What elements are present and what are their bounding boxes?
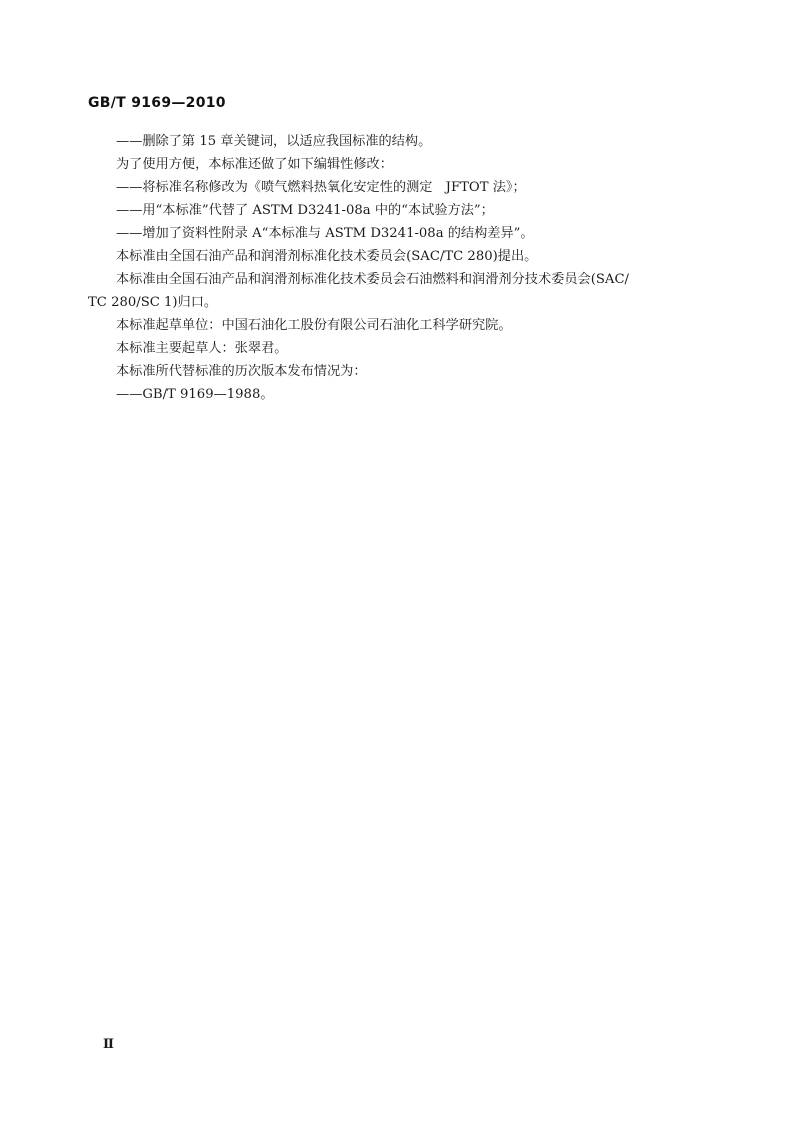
paragraph-line: ——GB/T 9169—1988。 (116, 387, 274, 402)
paragraph-line: ——用“本标准”代替了 ASTM D3241-08a 中的“本试验方法”； (116, 203, 494, 218)
paragraph-line: 为了使用方便，本标准还做了如下编辑性修改： (116, 157, 393, 172)
paragraph-line: 本标准起草单位：中国石油化工股份有限公司石油化工科学研究院。 (116, 318, 512, 333)
paragraph-line: 本标准由全国石油产品和润滑剂标准化技术委员会石油燃料和润滑剂分技术委员会(SAC/ (116, 272, 629, 287)
paragraph-line: ——增加了资料性附录 A“本标准与 ASTM D3241-08a 的结构差异”。 (116, 226, 534, 241)
paragraph-line: ——删除了第 15 章关键词，以适应我国标准的结构。 (116, 134, 432, 149)
paragraph-line: 本标准所代替标准的历次版本发布情况为： (116, 364, 367, 379)
paragraph-line: 本标准由全国石油产品和润滑剂标准化技术委员会(SAC/TC 280)提出。 (116, 249, 538, 264)
document-body (88, 130, 718, 406)
paragraph-line: TC 280/SC 1)归口。 (88, 295, 218, 310)
paragraph-line: 本标准主要起草人：张翠君。 (116, 341, 288, 356)
page-number: Ⅱ (103, 1037, 114, 1052)
standard-number-header: GB/T 9169—2010 (88, 95, 226, 111)
paragraph-line: ——将标准名称修改为《喷气燃料热氧化安定性的测定 JFTOT 法》； (116, 180, 526, 195)
